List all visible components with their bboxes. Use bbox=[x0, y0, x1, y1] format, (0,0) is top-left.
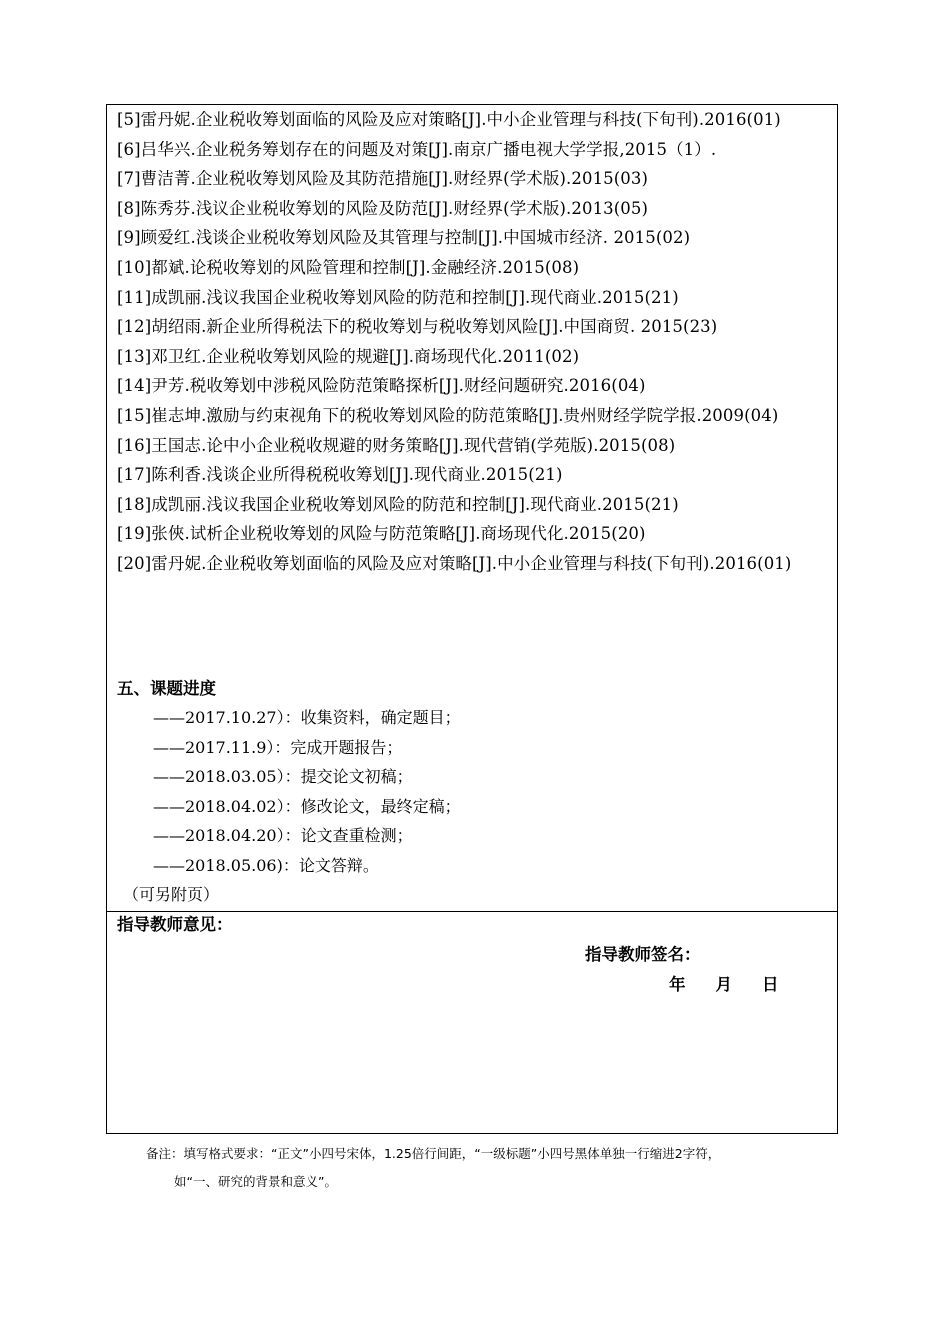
advisor-opinion-label: 指导教师意见： bbox=[117, 915, 233, 934]
reference-item: [9]顾爱红.浅谈企业税收筹划风险及其管理与控制[J].中国城市经济. 2015(02) bbox=[117, 228, 691, 248]
reference-item: [10]都斌.论税收筹划的风险管理和控制[J].金融经济.2015(08) bbox=[117, 257, 580, 277]
date-day: 日 bbox=[762, 975, 779, 994]
schedule-item: ——2018.05.06)：论文答辩。 bbox=[153, 855, 379, 875]
reference-item: [6]吕华兴.企业税务筹划存在的问题及对策[J].南京广播电视大学学报,2015（1）. bbox=[117, 139, 717, 159]
reference-item: [19]张俠.试析企业税收筹划的风险与防范策略[J].商场现代化.2015(20) bbox=[117, 524, 646, 544]
footnote-line-2: 如“一、研究的背景和意义”。 bbox=[174, 1174, 337, 1189]
footnote-line-1: 备注：填写格式要求：“正文”小四号宋体，1.25倍行间距，“一级标题”小四号黑体单独一行缩进2字符， bbox=[146, 1146, 721, 1161]
form-table bbox=[106, 104, 838, 1134]
reference-list bbox=[117, 105, 829, 579]
schedule-item: ——2017.10.27）：收集资料，确定题目； bbox=[153, 708, 461, 727]
reference-item: [12]胡绍雨.新企业所得税法下的税收筹划与税收筹划风险[J].中国商贸. 2015(23) bbox=[117, 317, 718, 337]
reference-item: [20]雷丹妮.企业税收筹划面临的风险及应对策略[J].中小企业管理与科技(下旬刊).2016(01) bbox=[117, 553, 792, 573]
schedule-list bbox=[153, 703, 461, 881]
reference-item: [13]邓卫红.企业税收筹划风险的规避[J].商场现代化.2011(02) bbox=[117, 346, 580, 366]
attach-note: （可另附页） bbox=[123, 885, 220, 904]
date-year: 年 bbox=[669, 975, 686, 994]
advisor-signature-label: 指导教师签名： bbox=[585, 945, 701, 964]
schedule-item: ——2018.04.20）：论文查重检测； bbox=[153, 826, 413, 846]
reference-item: [7]曹洁菁.企业税收筹划风险及其防范措施[J].财经界(学术版).2015(03) bbox=[117, 169, 649, 189]
reference-item: [17]陈利香.浅谈企业所得税税收筹划[J].现代商业.2015(21) bbox=[117, 465, 563, 485]
reference-item: [14]尹芳.税收筹划中涉税风险防范策略探析[J].财经问题研究.2016(04) bbox=[117, 376, 646, 396]
reference-item: [15]崔志坤.激励与约束视角下的税收筹划风险的防范策略[J].贵州财经学院学报.2009(04) bbox=[117, 405, 779, 425]
signature-date bbox=[669, 971, 779, 999]
date-month: 月 bbox=[715, 975, 732, 994]
reference-item: [11]成凯丽.浅议我国企业税收筹划风险的防范和控制[J].现代商业.2015(21) bbox=[117, 287, 679, 307]
reference-item: [18]成凯丽.浅议我国企业税收筹划风险的防范和控制[J].现代商业.2015(21) bbox=[117, 494, 679, 514]
schedule-item: ——2018.04.02）：修改论文，最终定稿； bbox=[153, 796, 461, 816]
section-title: 五、课题进度 bbox=[117, 679, 216, 698]
reference-item: [8]陈秀芬.浅议企业税收筹划的风险及防范[J].财经界(学术版).2013(05) bbox=[117, 198, 649, 218]
schedule-item: ——2017.11.9）：完成开题报告； bbox=[153, 737, 403, 757]
schedule-item: ——2018.03.05）：提交论文初稿； bbox=[153, 767, 413, 787]
reference-item: [5]雷丹妮.企业税收筹划面临的风险及应对策略[J].中小企业管理与科技(下旬刊).2016(01) bbox=[117, 110, 781, 129]
reference-item: [16]王国志.论中小企业税收规避的财务策略[J].现代营销(学苑版).2015(08) bbox=[117, 435, 676, 455]
